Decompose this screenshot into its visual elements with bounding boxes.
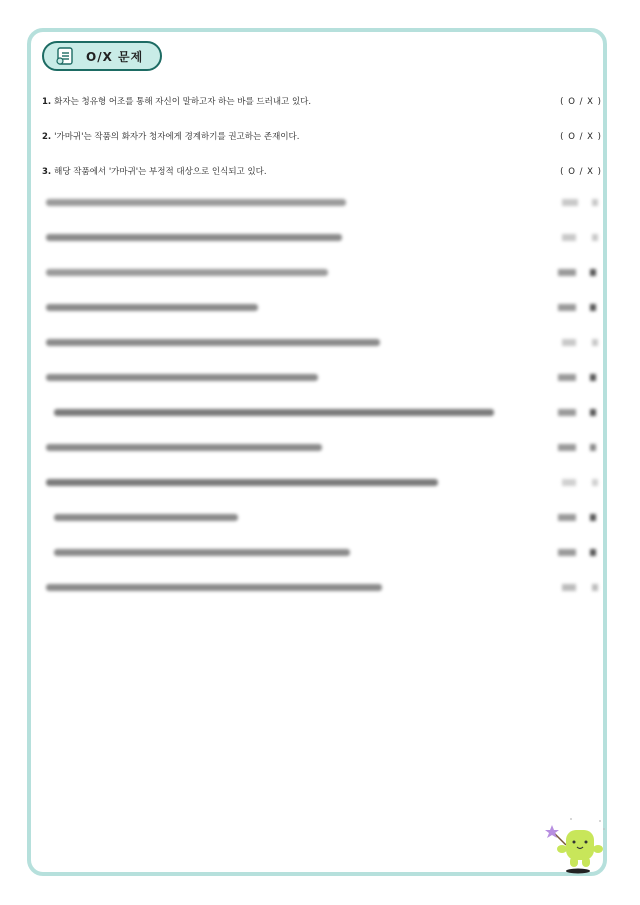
- blurred-question: [42, 229, 602, 247]
- blurred-choice: [592, 234, 598, 241]
- blurred-text: [54, 514, 238, 521]
- blurred-choice: [562, 199, 578, 206]
- answer-choice[interactable]: ( O / X ): [560, 167, 602, 177]
- blurred-text: [54, 549, 350, 556]
- section-title: O/X 문제: [86, 49, 144, 64]
- blurred-text: [46, 444, 322, 451]
- answer-choice[interactable]: ( O / X ): [560, 132, 602, 142]
- blurred-text: [46, 479, 438, 486]
- blurred-question: [42, 509, 602, 527]
- section-title-pill: [42, 41, 162, 71]
- blurred-choice: [558, 269, 576, 276]
- blurred-choice: [590, 374, 596, 381]
- blurred-choice: [562, 584, 576, 591]
- question-body: 해당 작품에서 '가마귀'는 부정적 대상으로 인식되고 있다.: [54, 167, 267, 177]
- blurred-text: [46, 339, 380, 346]
- question-3: [42, 163, 602, 181]
- question-text: [42, 128, 299, 146]
- blurred-question: [42, 264, 602, 282]
- blurred-text: [46, 584, 382, 591]
- blurred-text: [54, 409, 494, 416]
- question-number: 3.: [42, 167, 52, 177]
- question-1: [42, 93, 602, 111]
- blurred-choice: [562, 479, 576, 486]
- blurred-text: [46, 199, 346, 206]
- question-text: [42, 163, 267, 181]
- blurred-choice: [558, 514, 576, 521]
- blurred-choice: [558, 374, 576, 381]
- blurred-choice: [558, 304, 576, 311]
- question-number: 2.: [42, 132, 52, 142]
- question-text: [42, 93, 311, 111]
- blurred-question: [42, 544, 602, 562]
- blurred-choice: [592, 584, 598, 591]
- blurred-choice: [590, 444, 596, 451]
- blurred-choice: [562, 234, 576, 241]
- blurred-choice: [558, 409, 576, 416]
- blurred-text: [46, 374, 318, 381]
- answer-choice[interactable]: ( O / X ): [560, 97, 602, 107]
- blurred-question: [42, 334, 602, 352]
- blurred-choice: [592, 339, 598, 346]
- question-body: 화자는 청유형 어조를 통해 자신이 말하고자 하는 바를 드러내고 있다.: [54, 97, 312, 107]
- blurred-question: [42, 194, 602, 212]
- blurred-choice: [590, 409, 596, 416]
- blurred-text: [46, 234, 342, 241]
- blurred-choice: [558, 444, 576, 451]
- blurred-choice: [590, 269, 596, 276]
- blurred-question: [42, 439, 602, 457]
- document-list-icon: [54, 45, 76, 67]
- mascot-character-icon: [540, 815, 608, 877]
- blurred-choice: [562, 339, 576, 346]
- blurred-question: [42, 299, 602, 317]
- blurred-choice: [590, 304, 596, 311]
- question-body: '가마귀'는 작품의 화자가 청자에게 경계하기를 권고하는 존재이다.: [54, 132, 300, 142]
- blurred-question: [42, 474, 602, 492]
- blurred-question: [42, 369, 602, 387]
- question-2: [42, 128, 602, 146]
- blurred-text: [46, 269, 328, 276]
- blurred-question: [42, 579, 602, 597]
- blurred-choice: [558, 549, 576, 556]
- blurred-choice: [590, 549, 596, 556]
- blurred-question: [42, 404, 602, 422]
- blurred-choice: [592, 199, 598, 206]
- blurred-choice: [592, 479, 598, 486]
- question-number: 1.: [42, 97, 52, 107]
- blurred-choice: [590, 514, 596, 521]
- blurred-text: [46, 304, 258, 311]
